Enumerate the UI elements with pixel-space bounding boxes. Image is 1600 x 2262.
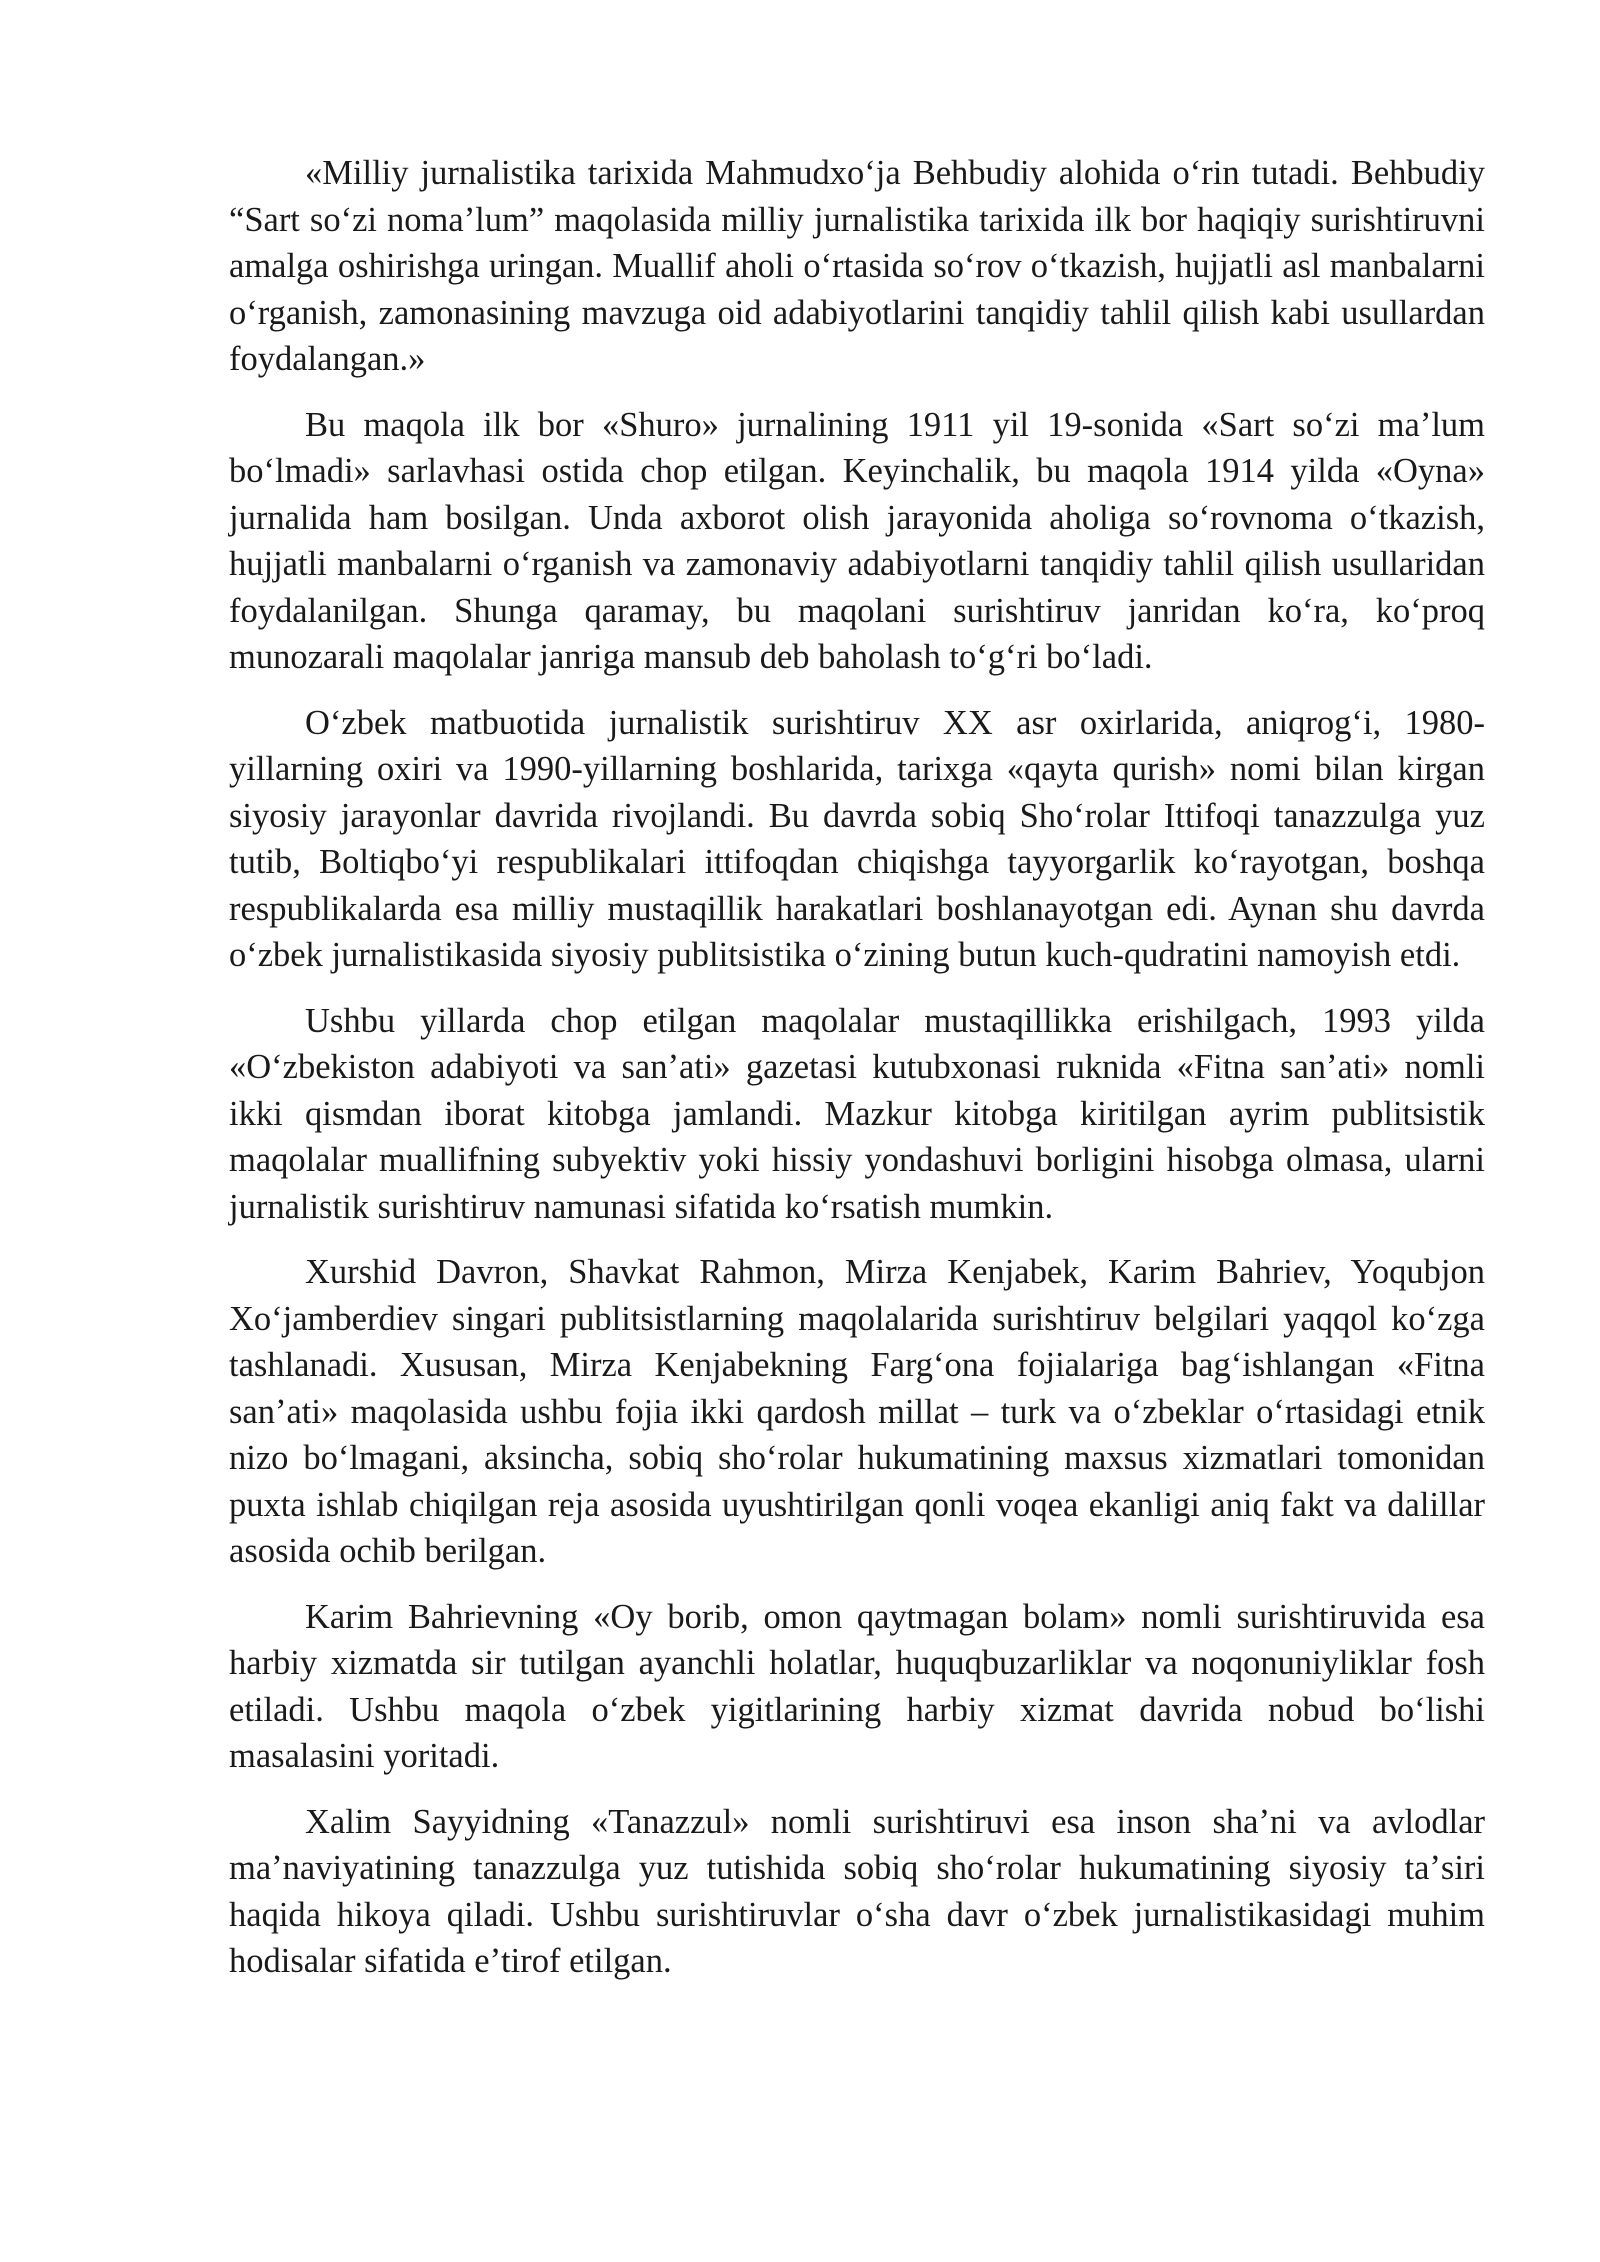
document-page	[229, 150, 1485, 2004]
paragraph-3: Oʻzbek matbuotida jurnalistik surishtiruv XX asr oxirlarida, aniqrogʻi, 1980-yillarning oxiri va 1990-yillarning boshlarida, tarixga «qayta qurish» nomi bilan kirgan siyosiy jarayonlar davrida rivojlandi. Bu davrda sobiq Shoʻrolar Ittifoqi tanazzulga yuz tutib, Boltiqboʻyi respublikalari ittifoqdan chiqishga tayyorgarlik koʻrayotgan, boshqa respublikalarda esa milliy mustaqillik harakatlari boshlanayotgan edi. Aynan shu davrda oʻzbek jurnalistikasida siyosiy publitsistika oʻzining butun kuch-qudratini namoyish etdi.	[229, 703, 1485, 974]
paragraph-7: Xalim Sayyidning «Tanazzul» nomli surishtiruvi esa inson shaʼni va avlodlar maʼnaviyatining tanazzulga yuz tutishida sobiq shoʻrolar hukumatining siyosiy taʼsiri haqida hikoya qiladi. Ushbu surishtiruvlar oʻsha davr oʻzbek jurnalistikasidagi muhim hodisalar sifatida eʼtirof etilgan.	[229, 1802, 1485, 1980]
paragraph-2: Bu maqola ilk bor «Shuro» jurnalining 1911 yil 19-sonida «Sart soʻzi maʼlum boʻlmadi» sarlavhasi ostida chop etilgan. Keyinchalik, bu maqola 1914 yilda «Oyna» jurnalida ham bosilgan. Unda axborot olish jarayonida aholiga soʻrovnoma oʻtkazish, hujjatli manbalarni oʻrganish va zamonaviy adabiyotlarni tanqidiy tahlil qilish usullaridan foydalanilgan. Shunga qaramay, bu maqolani surishtiruv janridan koʻra, koʻproq munozarali maqolalar janriga mansub deb baholash toʻgʻri boʻladi.	[229, 405, 1485, 676]
paragraph-5: Xurshid Davron, Shavkat Rahmon, Mirza Kenjabek, Karim Bahriev, Yoqubjon Xoʻjamberdiev singari publitsistlarning maqolalarida surishtiruv belgilari yaqqol koʻzga tashlanadi. Xususan, Mirza Kenjabekning Fargʻona fojialariga bagʻishlangan «Fitna sanʼati» maqolasida ushbu fojia ikki qardosh millat – turk va oʻzbeklar oʻrtasidagi etnik nizo boʻlmagani, aksincha, sobiq shoʻrolar hukumatining maxsus xizmatlari tomonidan puxta ishlab chiqilgan reja asosida uyushtirilgan qonli voqea ekanligi aniq fakt va dalillar asosida ochib berilgan.	[229, 1253, 1485, 1570]
paragraph-1: «Milliy jurnalistika tarixida Mahmudxoʻja Behbudiy alohida oʻrin tutadi. Behbudiy “Sart soʻzi nomaʼlum” maqolasida milliy jurnalistika tarixida ilk bor haqiqiy surishtiruvni amalga oshirishga uringan. Muallif aholi oʻrtasida soʻrov oʻtkazish, hujjatli asl manbalarni oʻrganish, zamonasining mavzuga oid adabiyotlarini tanqidiy tahlil qilish kabi usullardan foydalangan.»	[229, 154, 1485, 378]
paragraph-6: Karim Bahrievning «Oy borib, omon qaytmagan bolam» nomli surishtiruvida esa harbiy xizmatda sir tutilgan ayanchli holatlar, huquqbuzarliklar va noqonuniyliklar fosh etiladi. Ushbu maqola oʻzbek yigitlarining harbiy xizmat davrida nobud boʻlishi masalasini yoritadi.	[229, 1597, 1485, 1775]
paragraph-4: Ushbu yillarda chop etilgan maqolalar mustaqillikka erishilgach, 1993 yilda «Oʻzbekiston adabiyoti va sanʼati» gazetasi kutubxonasi ruknida «Fitna sanʼati» nomli ikki qismdan iborat kitobga jamlandi. Mazkur kitobga kiritilgan ayrim publitsistik maqolalar muallifning subyektiv yoki hissiy yondashuvi borligini hisobga olmasa, ularni jurnalistik surishtiruv namunasi sifatida koʻrsatish mumkin.	[229, 1001, 1485, 1226]
